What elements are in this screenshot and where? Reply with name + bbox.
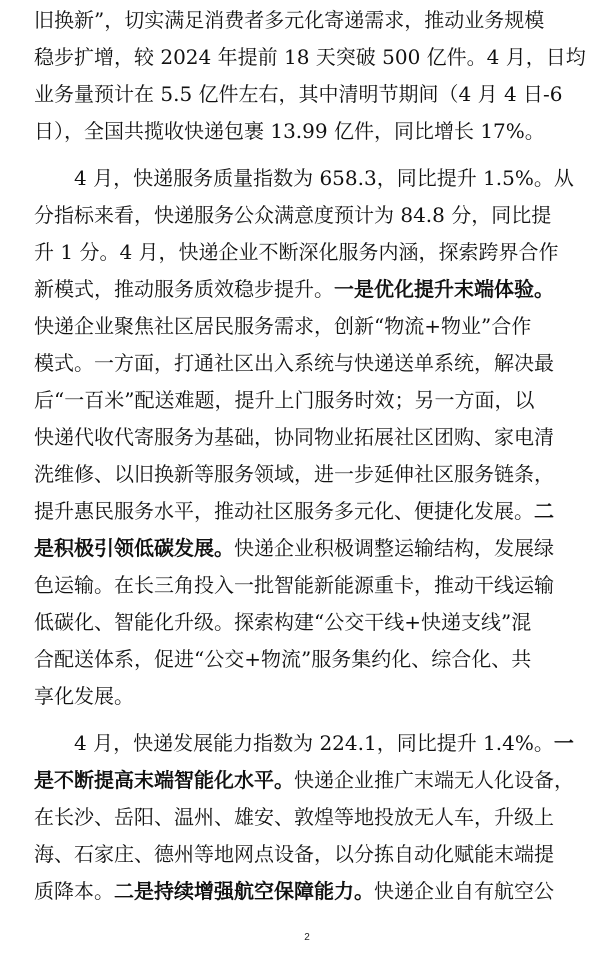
text-line bbox=[34, 725, 594, 762]
text-run: 质降本。 bbox=[34, 879, 114, 903]
bold-heading-two-start: 二 bbox=[534, 499, 554, 523]
text-line: 海、石家庄、德州等地网点设备，以分拣自动化赋能末端提 bbox=[34, 842, 554, 866]
text-line: 4 月，快递服务质量指数为 658.3，同比提升 1.5%。从 bbox=[74, 166, 574, 190]
page-number: 2 bbox=[304, 932, 310, 943]
text-line bbox=[34, 873, 594, 910]
text-line: 旧换新”，切实满足消费者多元化寄递需求，推动业务规模 bbox=[34, 8, 545, 32]
text-line bbox=[34, 530, 594, 567]
text-line: 合配送体系，促进“公交+物流”服务集约化、综合化、共 bbox=[34, 647, 532, 671]
text-line: 快递企业聚焦社区居民服务需求，创新“物流+物业”合作 bbox=[34, 314, 532, 338]
text-run: 快递企业推广末端无人化设备， bbox=[294, 768, 574, 792]
text-line: 分指标来看，快递服务公众满意度预计为 84.8 分，同比提 bbox=[34, 203, 552, 227]
text-line bbox=[34, 271, 594, 308]
text-line: 模式。一方面，打通社区出入系统与快递送单系统，解决最 bbox=[34, 351, 554, 375]
text-line: 升 1 分。4 月，快递企业不断深化服务内涵，探索跨界合作 bbox=[34, 240, 559, 264]
text-line: 在长沙、岳阳、温州、雄安、敦煌等地投放无人车，升级上 bbox=[34, 805, 554, 829]
text-line bbox=[34, 493, 594, 530]
text-line: 后“一百米”配送难题，提升上门服务时效；另一方面，以 bbox=[34, 388, 535, 412]
text-run: 新模式，推动服务质效稳步提升。 bbox=[34, 277, 334, 301]
bold-heading-one: 是不断提高末端智能化水平。 bbox=[34, 768, 294, 792]
text-line: 业务量预计在 5.5 亿件左右，其中清明节期间（4 月 4 日-6 bbox=[34, 82, 563, 106]
paragraph-gap bbox=[34, 715, 594, 725]
text-line: 低碳化、智能化升级。探索构建“公交干线+快递支线”混 bbox=[34, 610, 532, 634]
text-line: 稳步扩增，较 2024 年提前 18 天突破 500 亿件。4 月，日均 bbox=[34, 45, 586, 69]
body-text bbox=[34, 2, 594, 910]
paragraph-gap bbox=[34, 150, 594, 160]
bold-heading-two: 是积极引领低碳发展。 bbox=[34, 536, 234, 560]
bold-heading-two: 二是持续增强航空保障能力。 bbox=[114, 879, 374, 903]
text-line: 享化发展。 bbox=[34, 684, 134, 708]
text-run: 4 月，快递发展能力指数为 224.1，同比提升 1.4%。 bbox=[74, 731, 554, 755]
text-line: 色运输。在长三角投入一批智能新能源重卡，推动干线运输 bbox=[34, 573, 554, 597]
bold-heading-one-start: 一 bbox=[553, 731, 574, 755]
text-run: 提升惠民服务水平，推动社区服务多元化、便捷化发展。 bbox=[34, 499, 534, 523]
bold-heading-one: 一是优化提升末端体验。 bbox=[334, 277, 554, 301]
text-run: 快递企业积极调整运输结构，发展绿 bbox=[234, 536, 554, 560]
text-run: 快递企业自有航空公 bbox=[374, 879, 554, 903]
text-line: 快递代收代寄服务为基础，协同物业拓展社区团购、家电清 bbox=[34, 425, 554, 449]
text-line: 日），全国共揽收快递包裹 13.99 亿件，同比增长 17%。 bbox=[34, 119, 545, 143]
text-line bbox=[34, 762, 594, 799]
text-line: 洗维修、以旧换新等服务领域，进一步延伸社区服务链条， bbox=[34, 462, 554, 486]
